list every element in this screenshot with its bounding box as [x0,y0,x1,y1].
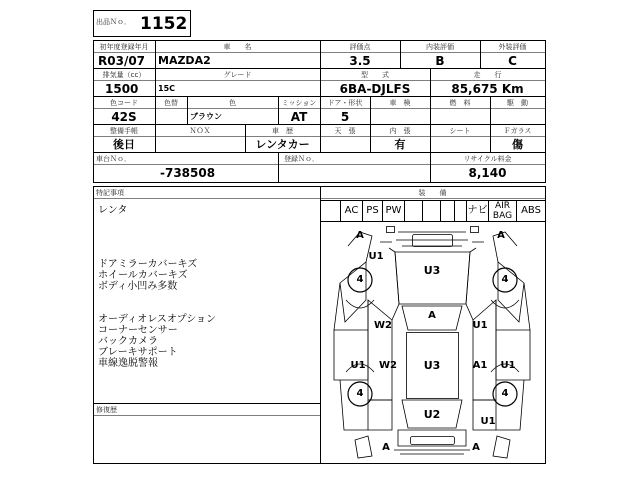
damage-mark-rear-roof: U3 [423,359,441,372]
sunroof-label: 天 張 [334,127,356,135]
first-reg-value: R03/07 [98,54,146,68]
exterior-label: 外装評価 [498,43,527,51]
damage-mark-hood: U1 [368,251,384,262]
damage-mark-rear-bumper-right: A [472,442,480,453]
equip-blank [440,201,454,221]
doors-value: 5 [340,110,350,124]
manual-value: 後日 [113,138,135,151]
doors-label: ドア・形状 [327,99,363,107]
equip-airbag: AIR BAG [488,201,516,221]
note-line: バックカメラ [98,336,158,347]
equip-navi: ナビ [466,201,488,221]
lot-number-label: 出品Ｎｏ． [96,18,131,26]
equipment-label: 装 備 [418,189,447,197]
transmission-value: AT [290,110,308,124]
grade-value: 15C [158,84,176,93]
inspection-label: 車 検 [389,99,411,107]
damage-mark-wheel-rl: 4 [356,388,364,399]
mileage-label: 走 行 [473,71,502,79]
displacement-value: 1500 [105,82,139,96]
note-line: ブレーキサポート [98,347,178,358]
note-line: ドアミラーカバーキズ [98,259,198,270]
recycle-value: 8,140 [468,166,507,180]
note-line: レンタ [98,205,128,216]
damage-mark-right-front-door: U1 [472,320,488,331]
damage-mark-rear-right: U1 [480,416,496,427]
mileage-value: 85,675 Km [451,82,524,96]
note-line: ホイールカバーキズ [98,270,188,281]
grade-label: グレード [223,71,252,79]
chassis-value: -738508 [160,166,216,180]
displacement-label: 排気量（cc） [102,71,146,79]
color-code-label: 色コード [110,99,138,107]
history-label: 車 歴 [272,127,293,135]
car-name-value: MAZDA2 [158,54,211,67]
car-name-label: 車 名 [223,43,252,51]
damage-mark-wheel-rr: 4 [501,388,509,399]
repair-history-label: 修復歴 [96,406,117,414]
transmission-label: ミッション [281,99,317,107]
equip-blank [454,201,466,221]
note-line: コーナーセンサー [98,325,178,336]
damage-mark-rear-bumper-left: A [382,442,390,453]
equip-pw: PW [382,201,404,221]
equip-ac: AC [340,201,362,221]
interior-trim-value: 有 [394,138,406,151]
chassis-label: 車台Ｎｏ． [96,155,131,163]
nox-label: ＮＯＸ [189,127,211,135]
manual-label: 整備手帳 [110,127,138,135]
notes-label: 特記事項 [96,189,124,197]
equip-blank [422,201,440,221]
damage-mark-right-rear-door: A1 [472,360,488,371]
damage-mark-wheel-fl: 4 [356,274,364,285]
exterior-value: C [508,54,517,68]
color-change-label: 色替 [164,99,178,107]
color-label: 色 [229,99,236,107]
note-line: 車線逸脱警報 [98,358,158,369]
damage-mark-trunk: U2 [423,408,441,421]
score-label: 評価点 [349,43,371,51]
damage-mark-front-left: A [356,230,364,241]
glass-value: 傷 [512,138,523,151]
interior-trim-label: 内 張 [389,127,411,135]
equip-abs: ABS [516,201,545,221]
color-value: ブラウン [190,112,222,121]
interior-label: 内装評価 [426,43,454,51]
recycle-label: リサイクル料金 [463,155,512,163]
seat-label: シート [449,127,471,135]
glass-label: Ｆガラス [503,127,532,135]
model-label: 型 式 [361,71,389,79]
lot-number: 1152 [140,14,188,34]
damage-mark-left-rear-quarter: U1 [350,360,366,371]
equip-blank [404,201,422,221]
damage-mark-windshield: A [428,310,436,321]
score-value: 3.5 [349,54,371,68]
damage-mark-wheel-fr: 4 [501,274,509,285]
damage-mark-front-right: A [497,230,505,241]
note-line: オーディオレスオプション [98,314,216,325]
equip-ps: PS [362,201,382,221]
damage-mark-right-rear-quarter: U1 [500,360,516,371]
damage-mark-left-front-door: W2 [374,320,392,331]
color-code-value: 42S [111,110,137,124]
interior-value: B [435,54,445,68]
first-reg-label: 初年度登録年月 [99,43,149,51]
drive-label: 駆 動 [507,99,528,107]
damage-mark-roof: U3 [423,264,441,277]
fuel-label: 燃 料 [449,99,471,107]
registration-label: 登録Ｎｏ． [284,155,319,163]
model-value: 6BA-DJLFS [339,82,411,96]
note-line: ボディ小凹み多数 [98,281,178,292]
history-value: レンタカー [255,138,310,151]
damage-mark-left-rear-door: W2 [379,360,397,371]
